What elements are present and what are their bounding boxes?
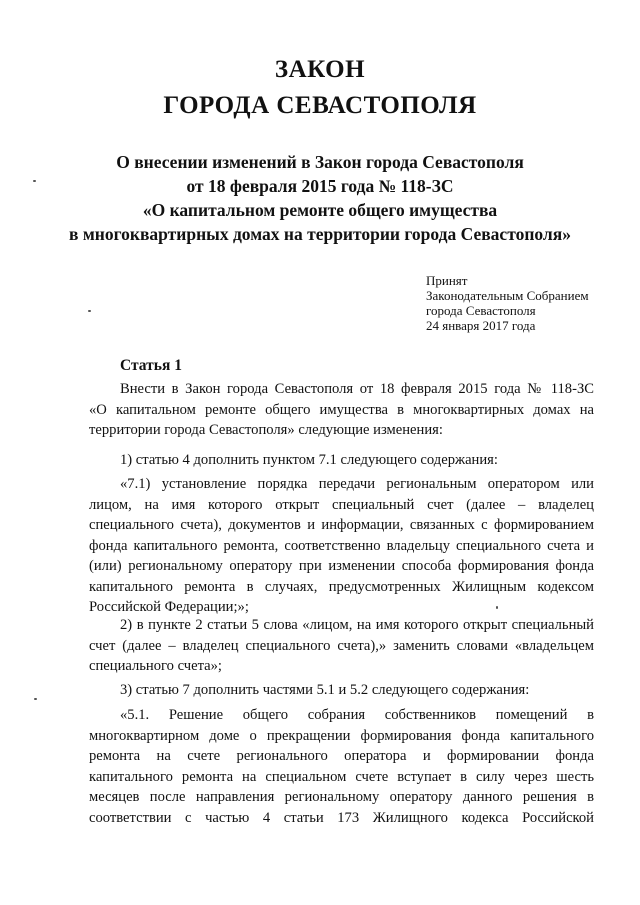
scan-speck [33,180,36,182]
adoption-block [426,273,589,333]
law-city-title: ГОРОДА СЕВАСТОПОЛЯ [163,92,477,119]
subtitle-line: от 18 февраля 2015 года № 118-ЗС [186,176,454,196]
paragraph-line: соответствии с частью 4 статьи 173 Жилищного кодекса Российской [89,809,594,826]
paragraph-line: специального счета), документов и информации, связанных с формированием [89,517,594,533]
paragraph-line: месяцев после направления региональному оператору данного решения в [89,789,594,805]
law-title: ЗАКОН [274,56,366,83]
adoption-line: города Севастополя [426,303,536,318]
paragraph-line: (или) региональному оператору при изменении способа формирования фонда [89,558,594,574]
item-1-paragraph [89,450,594,471]
subtitle-line: в многоквартирных домах на территории города Севастополя» [69,224,571,244]
paragraph-line: счет (далее – владелец специального счета),» заменить словами «владельцем [89,637,594,654]
paragraph-line: многоквартирном доме о прекращении формирования фонда капитального [89,727,594,744]
article-heading: Статья 1 [120,357,182,374]
paragraph-line: «О капитальном ремонте общего имущества в многоквартирных домах на [89,401,594,418]
subtitle-line: О внесении изменений в Закон города Севастополя [116,152,524,172]
quote-5-1-paragraph [89,705,594,828]
paragraph-line: «5.1. Решение общего собрания собственников помещений в [120,707,594,723]
quote-7-1-paragraph [89,474,594,618]
paragraph-line: фонда капитального ремонта, соответственно владельцу специального счета и [89,537,594,554]
paragraph-line: капитального ремонта на специальном счете вступает в силу через шесть [89,768,594,785]
paragraph-line: специального счета»; [89,658,222,674]
subtitle-line: «О капитальном ремонте общего имущества [142,200,498,220]
paragraph-line: Российской Федерации;»; [89,599,249,615]
paragraph-line: 3) статью 7 дополнить частями 5.1 и 5.2 следующего содержания: [120,682,530,698]
paragraph-line: Внести в Закон города Севастополя от 18 февраля 2015 года № 118-ЗС [120,381,594,397]
item-3-paragraph [89,680,594,701]
intro-paragraph [89,379,594,441]
item-2-paragraph [89,615,594,677]
scan-speck [88,310,91,312]
law-subtitle [0,150,640,246]
paragraph-line: территории города Севастополя» следующие изменения: [89,422,443,438]
paragraph-line: капитального ремонта в случаях, предусмотренных Жилищным кодексом [89,578,594,595]
paragraph-line: ремонта на счете регионального оператора и формировании фонда [89,748,594,764]
adoption-line: Принят [426,273,468,288]
scan-speck [496,606,498,609]
paragraph-line: 1) статью 4 дополнить пунктом 7.1 следующего содержания: [120,452,498,468]
scan-speck [34,698,37,700]
adoption-date: 24 января 2017 года [426,318,536,333]
adoption-line: Законодательным Собранием [426,288,589,303]
paragraph-line: 2) в пункте 2 статьи 5 слова «лицом, на имя которого открыт специальный [120,617,594,633]
paragraph-line: «7.1) установление порядка передачи региональным оператором или [120,476,594,492]
paragraph-line: лицом, на имя которого открыт специальный счет (далее – владелец [89,496,594,513]
